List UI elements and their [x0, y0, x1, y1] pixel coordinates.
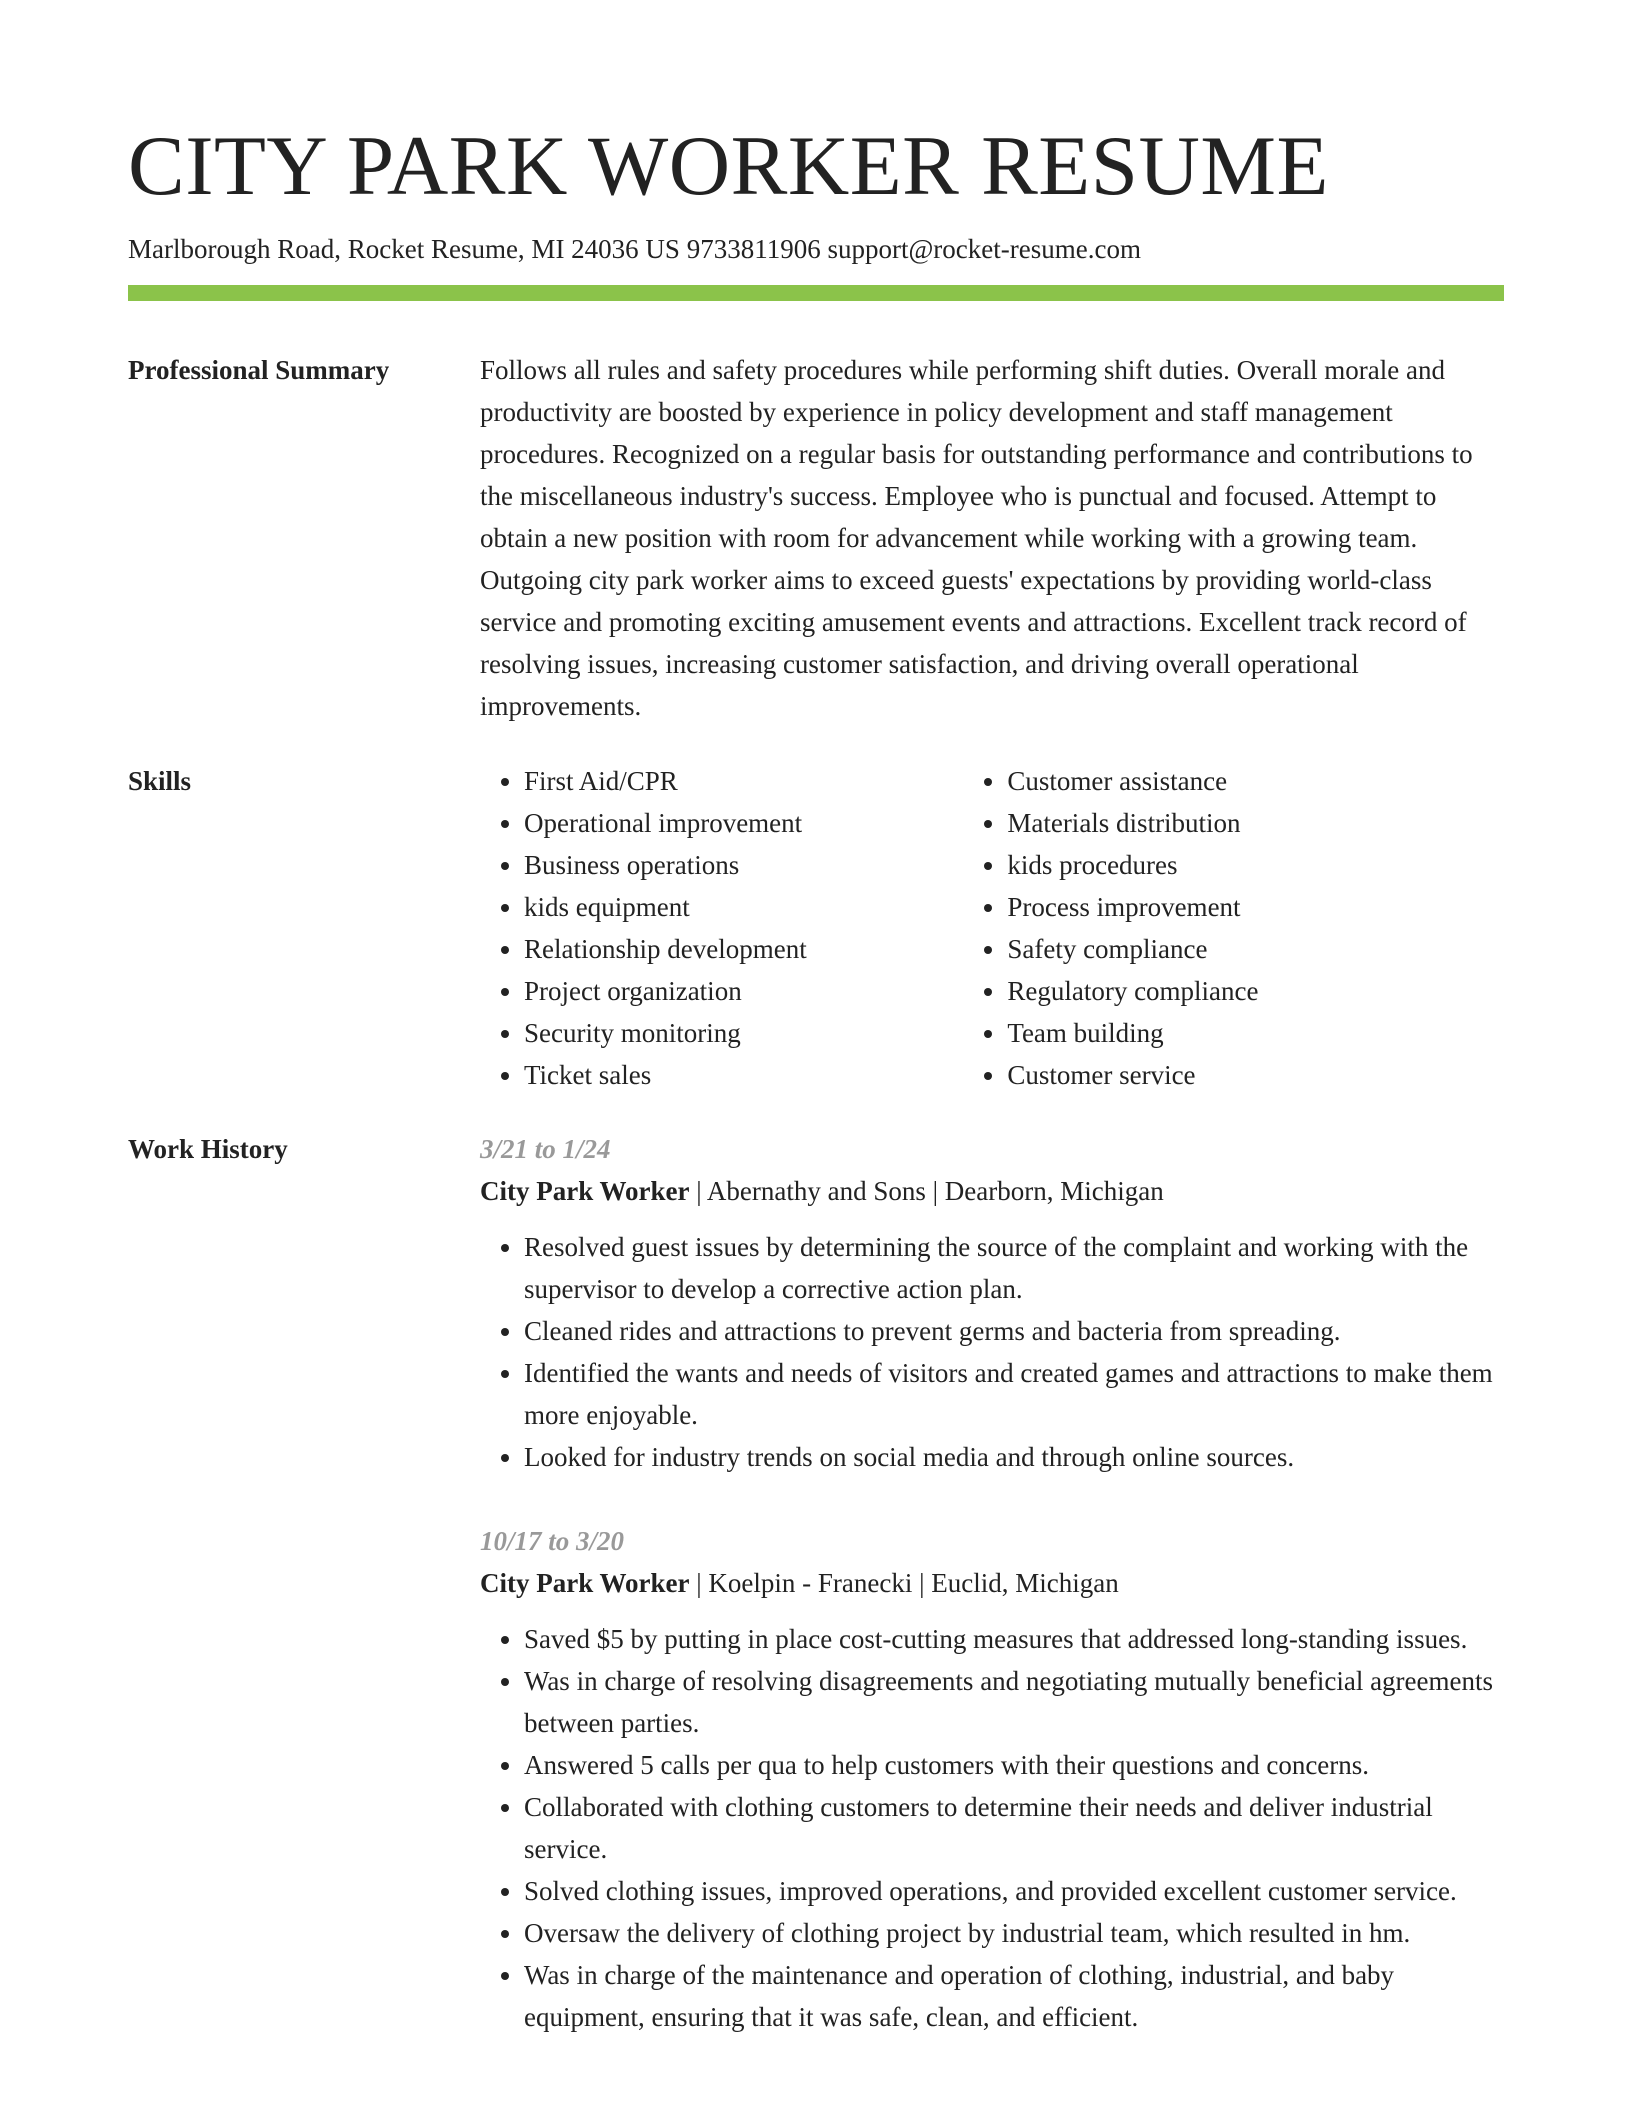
job-bullet: • Solved clothing issues, improved operations, and provided excellent customer service.: [524, 1870, 1504, 1912]
job-position: City Park Worker: [480, 1568, 690, 1598]
skill-item: • Business operations: [524, 844, 963, 886]
skill-item: • Relationship development: [524, 928, 963, 970]
job-bullet: • Saved $5 by putting in place cost-cutting measures that addressed long-standing issues.: [524, 1618, 1504, 1660]
job-bullet: • Was in charge of resolving disagreements and negotiating mutually beneficial agreements between parties.: [524, 1660, 1504, 1744]
job-entry: [480, 1128, 1504, 1478]
work-history-label: Work History: [128, 1134, 288, 1164]
skill-item: • kids procedures: [1007, 844, 1504, 886]
job-bullet: • Was in charge of the maintenance and operation of clothing, industrial, and baby equipment, ensuring that it was safe, clean, and efficient.: [524, 1954, 1504, 2038]
work-history-section: [480, 1128, 1504, 2038]
contact-info: Marlborough Road, Rocket Resume, MI 24036 US 9733811906 support@rocket-resume.com: [128, 234, 1141, 264]
skills-label: Skills: [128, 766, 192, 796]
job-employer-location: | Koelpin - Franecki | Euclid, Michigan: [689, 1568, 1119, 1598]
skill-item: • Security monitoring: [524, 1012, 963, 1054]
job-position: City Park Worker: [480, 1176, 690, 1206]
job-bullets: [480, 1226, 1504, 1478]
job-bullet: • Identified the wants and needs of visitors and created games and attractions to make them more enjoyable.: [524, 1352, 1504, 1436]
job-bullet: • Cleaned rides and attractions to prevent germs and bacteria from spreading.: [524, 1310, 1504, 1352]
skill-item: • Operational improvement: [524, 802, 963, 844]
skill-item: • Regulatory compliance: [1007, 970, 1504, 1012]
job-entry: [480, 1520, 1504, 2038]
job-bullet: • Answered 5 calls per qua to help customers with their questions and concerns.: [524, 1744, 1504, 1786]
job-bullet: • Collaborated with clothing customers to determine their needs and deliver industrial service.: [524, 1786, 1504, 1870]
accent-divider: [128, 285, 1504, 301]
skill-item: • Safety compliance: [1007, 928, 1504, 970]
job-title-line: [480, 1562, 1504, 1604]
skills-section: [480, 760, 1504, 1096]
skills-column-1: [480, 760, 963, 1096]
job-bullets: [480, 1618, 1504, 2038]
summary-label: Professional Summary: [128, 355, 390, 385]
skill-item: • Customer assistance: [1007, 760, 1504, 802]
skill-item: • Project organization: [524, 970, 963, 1012]
job-title-line: [480, 1170, 1504, 1212]
skills-column-2: [963, 760, 1504, 1096]
skill-item: • First Aid/CPR: [524, 760, 963, 802]
skill-item: • Customer service: [1007, 1054, 1504, 1096]
resume-title: CITY PARK WORKER RESUME: [128, 119, 1329, 213]
skill-item: • Materials distribution: [1007, 802, 1504, 844]
skill-item: • kids equipment: [524, 886, 963, 928]
job-bullet: • Looked for industry trends on social media and through online sources.: [524, 1436, 1504, 1478]
skill-item: • Ticket sales: [524, 1054, 963, 1096]
skill-item: • Process improvement: [1007, 886, 1504, 928]
job-dates: 3/21 to 1/24: [480, 1134, 611, 1164]
job-bullet: • Oversaw the delivery of clothing project by industrial team, which resulted in hm.: [524, 1912, 1504, 1954]
summary-section: [480, 349, 1504, 727]
job-employer-location: | Abernathy and Sons | Dearborn, Michigan: [689, 1176, 1164, 1206]
job-bullet: • Resolved guest issues by determining the source of the complaint and working with the supervisor to develop a corrective action plan.: [524, 1226, 1504, 1310]
summary-text: Follows all rules and safety procedures while performing shift duties. Overall morale and productivity are boosted by experience in policy development and staff management procedures. Recognized on a regular basis for outstanding performance and contributions to the miscellaneous industry's success. Employee who is punctual and focused. Attempt to obtain a new position with room for advancement while working with a growing team. Outgoing city park worker aims to exceed guests' expectations by providing world-class service and promoting exciting amusement events and attractions. Excellent track record of resolving issues, increasing customer satisfaction, and driving overall operational improvements.: [480, 355, 1473, 721]
skill-item: • Team building: [1007, 1012, 1504, 1054]
job-dates: 10/17 to 3/20: [480, 1526, 625, 1556]
